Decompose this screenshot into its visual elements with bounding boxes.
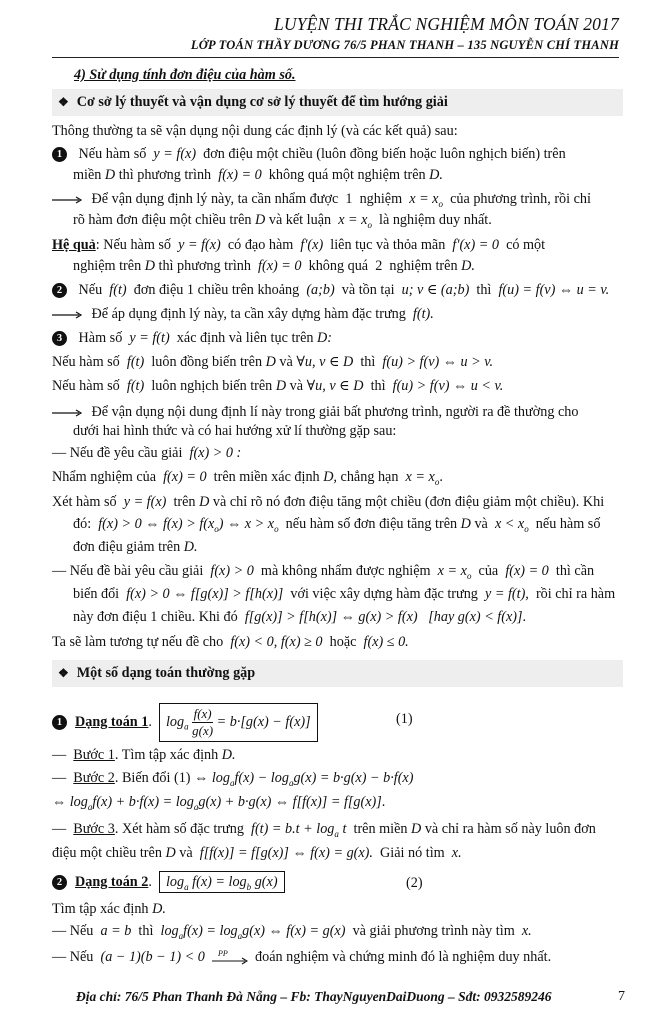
case-opposite-line: — Nếu (a − 1)(b − 1) < 0 PP đoán nghiệm và chứng minh đó là nghiệm duy nhất. xyxy=(52,948,552,965)
diamond-bullet-icon: ❖ xyxy=(58,666,69,680)
equation-number-1: (1) xyxy=(396,711,413,727)
corollary-line-1: Hệ quả: Nếu hàm số y = f(x) có đạo hàm f′(x) liên tục và thỏa mãn f′(x) = 0 có một xyxy=(52,237,546,253)
step-1-label: Bước 1 xyxy=(73,747,115,763)
step-2-label: Bước 2 xyxy=(73,770,115,786)
apply-1-line-2: rõ hàm đơn điệu một chiều trên D và kết luận $x = x_o$ là nghiệm duy nhất. xyxy=(73,212,492,230)
apply-2-line: Để áp dụng định lý này, ta cần xây dựng hàm đặc trưng f(t). xyxy=(52,304,434,324)
point-2-line: 2 Nếu f(t) đơn điệu 1 chiều trên khoảng (a;b) và tồn tại u; v ∈ (a;b) thì f(u) = f(v) ⇔ u = v. xyxy=(52,280,609,300)
intro-text: Thông thường ta sẽ vận dụng nội dung các định lý (và các kết quả) sau: xyxy=(52,123,458,139)
pp-arrow-icon: PP xyxy=(212,950,248,966)
circled-number-1-icon: 1 xyxy=(52,147,67,162)
theory-band xyxy=(52,89,623,116)
type-1-label: Dạng toán 1 xyxy=(75,713,149,730)
type-1-line: 1 Dạng toán 1. $\log_a$ $\frac{f(x)}{g(x)}$ = b·[g(x) − f(x)] xyxy=(52,703,318,742)
step-1-line: — Bước 1. Tìm tập xác định D. xyxy=(52,747,236,763)
circled-number-3-icon: 3 xyxy=(52,331,67,346)
long-arrow-icon xyxy=(52,310,82,320)
apply-3-line-1: Để vận dụng nội dung định lí này trong giải bất phương trình, người ra đề thường cho xyxy=(52,402,578,422)
case-equal-base-line: — Nếu a = b thì $\log_af(x) = \log_ag(x)$ ⇔ f(x) = g(x) và giải phương trình này tìm x. xyxy=(52,923,532,941)
equation-number-2: (2) xyxy=(406,875,423,891)
header-divider xyxy=(52,57,619,58)
step-3-label: Bước 3 xyxy=(73,821,115,837)
step-3-line-1: — Bước 3. Xét hàm số đặc trưng $f(t) = b.t + \log_a t$ trên miền D và chỉ ra hàm số này luôn đơn xyxy=(52,821,596,839)
section-heading: 4) Sử dụng tính đơn điệu của hàm số. xyxy=(74,67,296,83)
point-1-line-2: miền D thì phương trình f(x) = 0 không quá một nghiệm trên D. xyxy=(73,167,443,183)
long-arrow-icon xyxy=(52,195,82,205)
type-2-label: Dạng toán 2 xyxy=(75,874,149,890)
consider-line-3: đơn điệu giảm trên D. xyxy=(73,539,198,555)
theory-band-title: Cơ sở lý thuyết và vận dụng cơ sở lý thuyết để tìm hướng giải xyxy=(76,94,448,110)
case-2-line-3: này đơn điệu 1 chiều. Khi đó f[g(x)] > f[h(x)] ⇔ g(x) > f(x) [hay g(x) < f(x)]. xyxy=(73,609,527,625)
corollary-line-2: nghiệm trên D thì phương trình f(x) = 0 không quá 2 nghiệm trên D. xyxy=(73,258,475,274)
type-1-equation-box: $\log_a$ $\frac{f(x)}{g(x)}$ = b·[g(x) − f(x)] xyxy=(159,703,318,742)
consider-line-2: đó: f(x) > 0 ⇔ $f(x) > f(x_o)$ ⇔ $x > x_o$ nếu hàm số đơn điệu tăng trên D và $x < x_o$ nếu hàm số xyxy=(73,516,601,534)
similarly-line: Ta sẽ làm tương tự nếu đề cho f(x) < 0, f(x) ≥ 0 hoặc f(x) ≤ 0. xyxy=(52,634,409,650)
header-title: LUYỆN THI TRẮC NGHIỆM MÔN TOÁN 2017 xyxy=(273,14,619,34)
step-2-line: — Bước 2. Biến đổi (1) ⇔ $\log_af(x) - \log_ag(x) = b\cdot g(x) - b\cdot f(x)$ xyxy=(52,770,414,788)
point-3-line: 3 Hàm số y = f(t) xác định và liên tục trên D: xyxy=(52,328,332,348)
fraction: $\frac{f(x)}{g(x)}$ xyxy=(192,706,214,738)
decreasing-case-line: Nếu hàm số f(t) luôn nghịch biến trên D và ∀u, v ∈ D thì f(u) > f(v) ⇔ u < v. xyxy=(52,378,504,394)
circled-number-2-icon: 2 xyxy=(52,283,67,298)
type-2-equation-box: $\log_a f(x) = \log_b g(x)$ xyxy=(159,871,285,893)
common-types-band-title: Một số dạng toán thường gặp xyxy=(76,665,256,681)
case-2-line-1: — Nếu đề bài yêu cầu giải f(x) > 0 mà không nhẩm được nghiệm $x = x_o$ của f(x) = 0 thì cần xyxy=(52,563,595,581)
apply-1-line-1: Để vận dụng định lý này, ta cần nhẩm được 1 nghiệm $x = x_o$ của phương trình, rồi chỉ xyxy=(52,189,591,214)
point-1-line-1: 1 Nếu hàm số y = f(x) đơn điệu một chiều (luôn đồng biến hoặc luôn nghịch biến) trên xyxy=(52,144,566,164)
type-2-line: 2 Dạng toán 2. $\log_a f(x) = \log_b g(x)$ xyxy=(52,872,285,897)
case-1-heading: — Nếu đề yêu cầu giải f(x) > 0 : xyxy=(52,445,242,461)
guess-root-line: Nhẩm nghiệm của f(x) = 0 trên miền xác định D, chẳng hạn $x = x_o$. xyxy=(52,469,443,487)
circled-number-2-icon: 2 xyxy=(52,875,67,890)
footer-address: Địa chỉ: 76/5 Phan Thanh Đà Nẵng – Fb: ThayNguyenDaiDuong – Sđt: 0932589246 xyxy=(76,989,552,1004)
common-types-band xyxy=(52,660,623,687)
long-arrow-icon xyxy=(52,408,82,418)
step-3-line-2: điệu một chiều trên D và f[f(x)] = f[g(x)] ⇔ f(x) = g(x). Giải nó tìm x. xyxy=(52,845,462,861)
apply-3-line-2: dưới hai hình thức và có hai hướng xử lí thường gặp sau: xyxy=(73,423,397,439)
header-subtitle: LỚP TOÁN THẦY DƯƠNG 76/5 PHAN THANH – 135 NGUYỄN CHÍ THANH xyxy=(190,38,619,52)
circled-number-1-icon: 1 xyxy=(52,715,67,730)
corollary-label: Hệ quả xyxy=(52,237,96,253)
diamond-bullet-icon: ❖ xyxy=(58,95,69,109)
page-number: 7 xyxy=(618,989,625,1004)
domain-line: Tìm tập xác định D. xyxy=(52,901,166,917)
step-2-continued: ⇔ $\log_af(x) + b\cdot f(x) = \log_ag(x) + b\cdot g(x)$ ⇔ f[f(x)] = f[g(x)]. xyxy=(52,794,386,812)
increasing-case-line: Nếu hàm số f(t) luôn đồng biến trên D và ∀u, v ∈ D thì f(u) > f(v) ⇔ u > v. xyxy=(52,354,494,370)
case-2-line-2: biến đổi f(x) > 0 ⇔ f[g(x)] > f[h(x)] với việc xây dựng hàm đặc trưng y = f(t), rồi chỉ ra hàm xyxy=(73,586,616,602)
consider-line-1: Xét hàm số y = f(x) trên D và chỉ rõ nó đơn điệu tăng một chiều (đơn điệu giảm một chiều). Khi xyxy=(52,494,605,510)
